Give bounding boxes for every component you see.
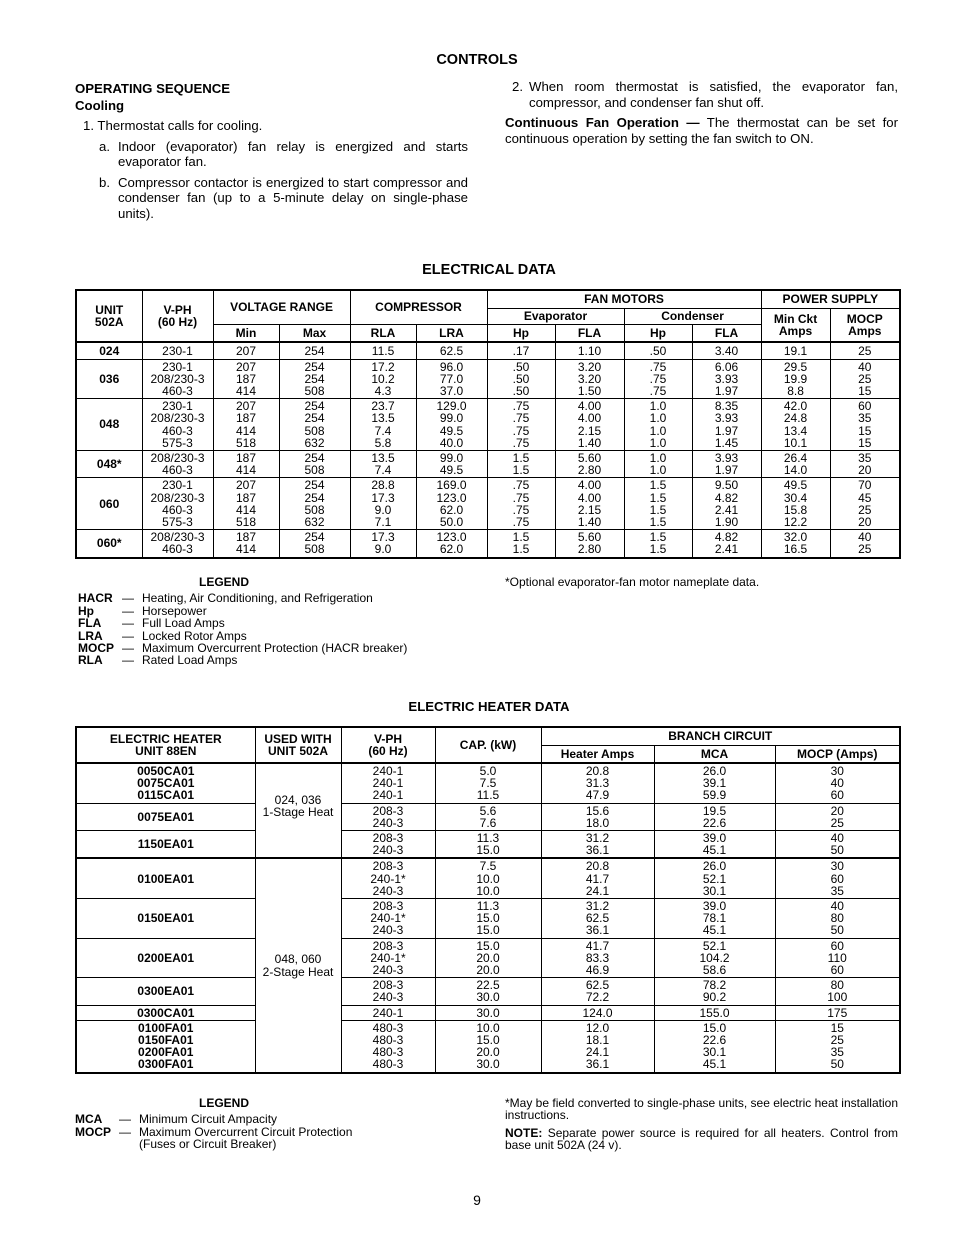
table-row [76, 763, 900, 803]
table-row [76, 359, 900, 399]
evap-fla-cell: 5.60 2.80 [555, 530, 624, 558]
min-ckt-cell: 49.5 30.4 15.8 12.2 [761, 478, 830, 530]
heater-note [505, 1127, 898, 1152]
mca-cell: 15.0 22.6 30.1 45.1 [654, 1020, 775, 1072]
electrical-data-table [75, 289, 901, 559]
header-fan-motors: FAN MOTORS [487, 290, 761, 308]
legend-text: Rated Load Amps [142, 653, 238, 668]
legend-item: LRA — Locked Rotor Amps [78, 628, 247, 643]
page-number: 9 [473, 1192, 481, 1208]
header-compressor: COMPRESSOR [350, 290, 487, 324]
table-row [76, 450, 900, 477]
step-1: 1. Thermostat calls for cooling. [83, 118, 263, 133]
heater-amps-cell: 41.7 83.3 46.9 [541, 938, 654, 978]
vph-cell: 208/230-3 460-3 [142, 530, 213, 558]
min-cell: 207 [213, 342, 279, 359]
mocp-cell: 40 25 [830, 530, 900, 558]
note-text: Separate power source is required for all heaters. Control from base unit 502A (24 v). [505, 1126, 898, 1153]
table-row [76, 899, 900, 939]
legend-title: LEGEND [199, 1096, 250, 1110]
vph-cell: 230-1 208/230-3 460-3 575-3 [142, 399, 213, 451]
legend-abbr: RLA [78, 653, 103, 668]
max-cell: 254 508 [279, 450, 350, 477]
legend-item: MOCP — Maximum Overcurrent Circuit Protection (Fuses or Circuit Breaker) [75, 1124, 353, 1152]
unit-cell: 036 [76, 359, 142, 399]
evap-hp-cell: 1.5 1.5 [487, 450, 555, 477]
legend-abbr: HACR [78, 591, 113, 606]
heater-vph-cell: 208-3 240-1* 240-3 [341, 858, 435, 898]
heater-amps-cell: 31.2 36.1 [541, 831, 654, 859]
legend-abbr: LRA [78, 628, 103, 643]
used-with-2-stage: 048, 060 2-Stage Heat [255, 858, 341, 1072]
header-condenser: Condenser [624, 308, 761, 324]
legend-item: RLA — Rated Load Amps [78, 653, 238, 668]
min-cell: 207 187 414 [213, 359, 279, 399]
step-1b-label: b. [99, 174, 110, 190]
lra-cell: 96.0 77.0 37.0 [416, 359, 487, 399]
mca-cell: 155.0 [654, 1005, 775, 1020]
cap-cell: 7.5 10.0 10.0 [435, 858, 541, 898]
header-cap: CAP. (kW) [435, 727, 541, 763]
cond-fla-cell: 9.50 4.82 2.41 1.90 [692, 478, 761, 530]
header-cond-fla: FLA [692, 324, 761, 342]
lra-cell: 99.0 49.5 [416, 450, 487, 477]
cap-cell: 11.3 15.0 15.0 [435, 899, 541, 939]
evap-hp-cell: .75 .75 .75 .75 [487, 399, 555, 451]
min-ckt-cell: 32.0 16.5 [761, 530, 830, 558]
cap-cell: 5.6 7.6 [435, 803, 541, 830]
lra-cell: 62.5 [416, 342, 487, 359]
table-row [76, 938, 900, 978]
step-1b-text: Compressor contactor is energized to start compressor and condenser fan (up to a 5-minute delay on single-phase units). [118, 174, 468, 221]
unit-cell: 060* [76, 530, 142, 558]
header-unit: UNIT 502A [76, 290, 142, 342]
rla-cell: 11.5 [350, 342, 416, 359]
rla-cell: 28.8 17.3 9.0 7.1 [350, 478, 416, 530]
rla-cell: 17.2 10.2 4.3 [350, 359, 416, 399]
heater-unit-cell: 1150EA01 [76, 831, 255, 859]
heater-unit-cell: 0075EA01 [76, 803, 255, 830]
table-row [76, 342, 900, 359]
header-power-supply: POWER SUPPLY [761, 290, 900, 308]
vph-cell: 208/230-3 460-3 [142, 450, 213, 477]
vph-cell: 230-1 208/230-3 460-3 575-3 [142, 478, 213, 530]
cond-fla-cell: 4.82 2.41 [692, 530, 761, 558]
used-with-1-stage: 024, 036 1-Stage Heat [255, 763, 341, 858]
header-evap-fla: FLA [555, 324, 624, 342]
heater-amps-cell: 124.0 [541, 1005, 654, 1020]
evap-fla-cell: 4.00 4.00 2.15 1.40 [555, 399, 624, 451]
cap-cell: 5.0 7.5 11.5 [435, 763, 541, 803]
heater-amps-cell: 12.0 18.1 24.1 36.1 [541, 1020, 654, 1072]
operating-sequence-heading: OPERATING SEQUENCE [75, 81, 231, 96]
header-mocp-amps: MOCP Amps [830, 308, 900, 342]
header-used-with: USED WITH UNIT 502A [255, 727, 341, 763]
heater-vph-cell: 240-1 240-1 240-1 [341, 763, 435, 803]
header-heater-unit: ELECTRIC HEATER UNIT 88EN [76, 727, 255, 763]
heater-unit-cell: 0150EA01 [76, 899, 255, 939]
step-1a [75, 139, 468, 170]
unit-cell: 048 [76, 399, 142, 451]
legend-item: FLA — Full Load Amps [78, 616, 225, 631]
heater-amps-cell: 20.8 31.3 47.9 [541, 763, 654, 803]
cond-hp-cell: 1.0 1.0 1.0 1.0 [624, 399, 692, 451]
cap-cell: 22.5 30.0 [435, 978, 541, 1005]
cond-hp-cell: 1.5 1.5 1.5 1.5 [624, 478, 692, 530]
legend-text: Horsepower [142, 603, 207, 618]
legend-text: Maximum Overcurrent Protection (HACR breaker) [142, 641, 408, 656]
step-2-text: When room thermostat is satisfied, the evaporator fan, compressor, and condenser fan shut off. [529, 79, 898, 110]
legend-text: Full Load Amps [142, 616, 225, 631]
mocp-cell: 70 45 25 20 [830, 478, 900, 530]
header-min: Min [213, 324, 279, 342]
mca-cell: 52.1 104.2 58.6 [654, 938, 775, 978]
controls-title: CONTROLS [436, 52, 518, 68]
unit-cell: 060 [76, 478, 142, 530]
max-cell: 254 254 508 632 [279, 478, 350, 530]
heater-vph-cell: 208-3 240-1* 240-3 [341, 899, 435, 939]
heater-unit-cell: 0100FA01 0150FA01 0200FA01 0300FA01 [76, 1020, 255, 1072]
mocp-cell: 40 25 15 [830, 359, 900, 399]
mocp-cell: 35 20 [830, 450, 900, 477]
lra-cell: 169.0 123.0 62.0 50.0 [416, 478, 487, 530]
step-2-label: 2. [512, 79, 523, 94]
legend-abbr: Hp [78, 603, 94, 618]
evap-fla-cell: 3.20 3.20 1.50 [555, 359, 624, 399]
heater-data-title: ELECTRIC HEATER DATA [408, 699, 570, 714]
heater-vph-cell: 208-3 240-3 [341, 803, 435, 830]
legend-abbr: FLA [78, 616, 102, 631]
operating-sequence-column [75, 80, 468, 221]
header-min-ckt-amps: Min Ckt Amps [761, 308, 830, 342]
cond-hp-cell: 1.0 1.0 [624, 450, 692, 477]
heater-mocp-cell: 40 80 50 [775, 899, 900, 939]
max-cell: 254 254 508 [279, 359, 350, 399]
lra-cell: 129.0 99.0 49.5 40.0 [416, 399, 487, 451]
evap-hp-cell: .75 .75 .75 .75 [487, 478, 555, 530]
heater-unit-cell: 0200EA01 [76, 938, 255, 978]
heater-unit-cell: 0050CA01 0075CA01 0115CA01 [76, 763, 255, 803]
heater-mocp-cell: 80 100 [775, 978, 900, 1005]
table-row [76, 1005, 900, 1020]
header-voltage-range: VOLTAGE RANGE [213, 290, 350, 324]
electric-heater-table [75, 726, 901, 1074]
cond-hp-cell: 1.5 1.5 [624, 530, 692, 558]
legend-text: Locked Rotor Amps [142, 628, 247, 643]
heater-header-row-1 [76, 727, 900, 745]
legend-item: MCA — Minimum Circuit Ampacity [75, 1112, 278, 1127]
heater-vph-cell: 208-3 240-3 [341, 978, 435, 1005]
min-ckt-cell: 29.5 19.9 8.8 [761, 359, 830, 399]
heater-mocp-cell: 175 [775, 1005, 900, 1020]
cond-hp-cell: .75 .75 .75 [624, 359, 692, 399]
mca-cell: 26.0 39.1 59.9 [654, 763, 775, 803]
mocp-cell: 60 35 15 15 [830, 399, 900, 451]
heater-mocp-cell: 15 25 35 50 [775, 1020, 900, 1072]
evap-hp-cell: .17 [487, 342, 555, 359]
legend-abbr: MCA [75, 1112, 103, 1127]
max-cell: 254 508 [279, 530, 350, 558]
rla-cell: 23.7 13.5 7.4 5.8 [350, 399, 416, 451]
electrical-header-row-1 [76, 290, 900, 308]
legend-abbr: MOCP [78, 641, 114, 656]
mocp-cell: 25 [830, 342, 900, 359]
heater-amps-cell: 15.6 18.0 [541, 803, 654, 830]
heater-mocp-cell: 40 50 [775, 831, 900, 859]
evap-fla-cell: 1.10 [555, 342, 624, 359]
heater-mocp-cell: 20 25 [775, 803, 900, 830]
table-row [76, 478, 900, 530]
min-ckt-cell: 26.4 14.0 [761, 450, 830, 477]
table-row [76, 803, 900, 830]
cap-cell: 15.0 20.0 20.0 [435, 938, 541, 978]
min-ckt-cell: 19.1 [761, 342, 830, 359]
controls-right-column [505, 79, 898, 146]
table-row [76, 978, 900, 1005]
min-ckt-cell: 42.0 24.8 13.4 10.1 [761, 399, 830, 451]
header-rla: RLA [350, 324, 416, 342]
mca-cell: 78.2 90.2 [654, 978, 775, 1005]
table-row [76, 1020, 900, 1072]
evap-fla-cell: 4.00 4.00 2.15 1.40 [555, 478, 624, 530]
mca-cell: 26.0 52.1 30.1 [654, 858, 775, 898]
electrical-footnote: *Optional evaporator-fan motor nameplate data. [505, 575, 760, 589]
heater-mocp-cell: 30 60 35 [775, 858, 900, 898]
continuous-fan-operation [505, 115, 898, 146]
evap-fla-cell: 5.60 2.80 [555, 450, 624, 477]
legend-text: Heating, Air Conditioning, and Refrigeration [142, 591, 373, 606]
rla-cell: 13.5 7.4 [350, 450, 416, 477]
heater-vph-cell: 208-3 240-3 [341, 831, 435, 859]
table-row [76, 530, 900, 558]
header-mca: MCA [654, 745, 775, 763]
header-lra: LRA [416, 324, 487, 342]
table-row [76, 831, 900, 859]
heater-mocp-cell: 60 110 60 [775, 938, 900, 978]
mca-cell: 39.0 45.1 [654, 831, 775, 859]
heater-unit-cell: 0300EA01 [76, 978, 255, 1005]
legend-item: MOCP — Maximum Overcurrent Protection (HACR breaker) [78, 641, 408, 656]
legend-item: HACR — Heating, Air Conditioning, and Refrigeration [78, 591, 373, 606]
cap-cell: 10.0 15.0 20.0 30.0 [435, 1020, 541, 1072]
min-cell: 187 414 [213, 450, 279, 477]
heater-vph-cell: 240-1 [341, 1005, 435, 1020]
header-heater-vph: V-PH (60 Hz) [341, 727, 435, 763]
heater-vph-cell: 208-3 240-1* 240-3 [341, 938, 435, 978]
table-row [76, 399, 900, 451]
header-heater-mocp: MOCP (Amps) [775, 745, 900, 763]
cond-fla-cell: 3.40 [692, 342, 761, 359]
legend-abbr: MOCP [75, 1124, 111, 1139]
cap-cell: 30.0 [435, 1005, 541, 1020]
note-label: NOTE: [505, 1126, 543, 1140]
header-heater-amps: Heater Amps [541, 745, 654, 763]
step-2 [505, 79, 898, 110]
electrical-data-title: ELECTRICAL DATA [422, 262, 556, 278]
cond-fla-cell: 3.93 1.97 [692, 450, 761, 477]
header-evap-hp: Hp [487, 324, 555, 342]
heater-footnote: *May be field converted to single-phase units, see electric heat installation instructions. [505, 1096, 898, 1123]
legend-text: Minimum Circuit Ampacity [139, 1112, 278, 1127]
continuous-fan-label: Continuous Fan Operation — [505, 115, 700, 130]
header-cond-hp: Hp [624, 324, 692, 342]
header-vph: V-PH (60 Hz) [142, 290, 213, 342]
header-branch-circuit: BRANCH CIRCUIT [541, 727, 900, 745]
unit-cell: 048* [76, 450, 142, 477]
heater-amps-cell: 31.2 62.5 36.1 [541, 899, 654, 939]
cooling-heading: Cooling [75, 98, 125, 113]
cond-hp-cell: .50 [624, 342, 692, 359]
heater-amps-cell: 20.8 41.7 24.1 [541, 858, 654, 898]
mca-cell: 19.5 22.6 [654, 803, 775, 830]
header-evaporator: Evaporator [487, 308, 624, 324]
heater-unit-cell: 0100EA01 [76, 858, 255, 898]
heater-unit-cell: 0300CA01 [76, 1005, 255, 1020]
table-row [76, 858, 900, 898]
continuous-fan-text: The thermostat can be set for continuous operation by setting the fan switch to ON. [505, 115, 898, 146]
unit-cell: 024 [76, 342, 142, 359]
legend-item: Hp — Horsepower [78, 603, 207, 618]
legend-title: LEGEND [199, 575, 250, 589]
cond-fla-cell: 6.06 3.93 1.97 [692, 359, 761, 399]
max-cell: 254 254 508 632 [279, 399, 350, 451]
min-cell: 187 414 [213, 530, 279, 558]
max-cell: 254 [279, 342, 350, 359]
min-cell: 207 187 414 518 [213, 399, 279, 451]
header-max: Max [279, 324, 350, 342]
vph-cell: 230-1 208/230-3 460-3 [142, 359, 213, 399]
evap-hp-cell: 1.5 1.5 [487, 530, 555, 558]
rla-cell: 17.3 9.0 [350, 530, 416, 558]
step-1a-label: a. [99, 138, 110, 154]
cap-cell: 11.3 15.0 [435, 831, 541, 859]
lra-cell: 123.0 62.0 [416, 530, 487, 558]
evap-hp-cell: .50 .50 .50 [487, 359, 555, 399]
heater-amps-cell: 62.5 72.2 [541, 978, 654, 1005]
electrical-legend [78, 576, 407, 667]
legend-text: Maximum Overcurrent Circuit Protection (Fuses or Circuit Breaker) [139, 1124, 353, 1152]
mca-cell: 39.0 78.1 45.1 [654, 899, 775, 939]
heater-legend [75, 1097, 352, 1151]
vph-cell: 230-1 [142, 342, 213, 359]
min-cell: 207 187 414 518 [213, 478, 279, 530]
heater-mocp-cell: 30 40 60 [775, 763, 900, 803]
heater-vph-cell: 480-3 480-3 480-3 480-3 [341, 1020, 435, 1072]
step-1b [75, 175, 468, 222]
step-1a-text: Indoor (evaporator) fan relay is energized and starts evaporator fan. [118, 138, 468, 169]
cond-fla-cell: 8.35 3.93 1.97 1.45 [692, 399, 761, 451]
